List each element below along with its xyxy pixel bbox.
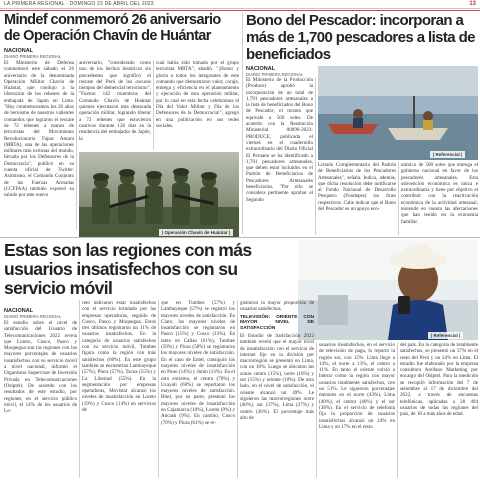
article2-photo <box>318 66 478 160</box>
soldiers-image-icon <box>79 152 239 237</box>
article1-title: Mindef conmemoró 26 aniversario de Operación Chavín de Huántar <box>4 12 221 44</box>
article1-col1: El Ministerio de Defensa conmemoró este sábado el 26 aniversario de la denominada Operación Militar Chavín de Huántar, que condujo a la liberación de los rehenes de la embajada de Japón en Lima. "Hoy conmemoramos los 26 años de heroísmo de nuestros valientes comandos que lograron el rescate de 72 rehenes a manos de terroristas del Movimiento Revolucionario Túpac Amaru (MRTA), una de las operaciones militares más exitosas del mundo, llevada por los Defensores de la Democracia", publicó en su cuenta oficial de Twitter. Asimismo, el Comando Conjunto de las Fuerzas Armadas (CCFFAA) también expresó su saludo por este nuevo <box>4 60 74 199</box>
article2-col1: El Ministerio de la Producción (Produce) aprobó la incorporación de un total de 1,791 pescadores artesanales a la lista de beneficiados del Bono de Pescador, el mismo que equivale a 500 soles. De acuerdo con la Resolución Ministerial 00096-2023-PRODUCE, publicada el viernes en el cuadernillo extraordinario del Diario Oficial El Peruano se ha identificado a 1,791 pescadores artesanales, que deben estar incluidos en el Padrón de Beneficiarios de Pescadores Artesanales beneficiarios. "Por ello se considera pertinente aprobar el Segundo <box>246 77 313 203</box>
article3-photo-caption: | Referencial | <box>428 332 463 339</box>
article1-col2: aniversario, "considerado como uno de los hechos históricos sin precedentes que significó el rescate del Perú de los oscuros tiempos del demencial terrorismo". "Fueron 142 miembros del Comando Chavín de Huántar quienes ejecutaron esta destacada operación militar, logrando liberar a 72 rehenes que estuvieron cautivos durante 126 días en la residencia del embajador de Japón, la <box>79 60 151 142</box>
header-rule <box>0 10 480 11</box>
article3-col3: que en Tumbes (57%) y Lambayeque (57%) se registró los mayores niveles de satisfacción. En Claro, los mayores niveles de insatisfacción se registraron en Pasco (15%) y Cusco (13%). En tanto en Callao (61%), Tumbes (59%) y Piura (58%) se registraron los mayores niveles de satisfacción. En el caso de Entel, consiguió los mayores niveles de insatisfacción en Puno (14%) y Junín (13%). En el otro extremo, el centro (70%) y Ucayali (68%) se reportaron los mayores niveles de satisfacción. Bitel, por su parte, presentó los mayores niveles de insatisfacción en Cajamarca (10%), Loreto (9%) y Ancash (9%). En cambio, Cusco (70%) y Piura (61%) se re- <box>161 300 235 426</box>
article3-source: DIARIO PRIMERA REGIONAL <box>4 314 62 319</box>
article2-source: DIARIO PRIMERA REGIONAL <box>246 72 304 77</box>
article3-col4: gistraron la mayor proporción de usuarios satisfechos. TELEVISIÓN: ORIENTE CON MAYOR NIVEL DE SATISFACCIÓN El Estudio de Satisfacción 2022 también reveló que el mayor nivel de insatisfacción con el servicio de internet fijo en la división por macrorregión se presentó en Lima, con un 18%. Luego se ubicaron las zonas centro (15%), norte (16%) y sur (15%) y oriente (10%). De otro lado, en el nivel de satisfacción, el oriente alcanzó un 49%. Le siguieron las macrorregiones norte (40%), sur (37%), Lima (37%) y centro (36%). El porcentaje más alto de <box>240 300 314 421</box>
article1-section: NACIONAL <box>4 48 34 54</box>
woman-phone-image-icon <box>298 240 478 340</box>
fishermen-image-icon <box>318 66 478 160</box>
article3-col1: El estudio sobre el nivel de satisfacción del Usuario de Telecomunicaciones 2022 revela que Loreto, Cusco, Pasco y Moquegua son las regiones con los mayores porcentajes de usuarios insatisfechos con su servicio móvil a nivel nacional, informó el Organismo Supervisor de Inversión Privada en Telecomunicaciones (Osiptel). De acuerdo con los resultados de este estudio, por regiones, en el servicio público móvil, el 14% de los usuarios de Lo- <box>4 320 77 415</box>
page-header <box>0 0 480 9</box>
article3-section: NACIONAL <box>4 308 34 314</box>
article3-subheading: TELEVISIÓN: ORIENTE CON MAYOR NIVEL DE SATISFACCIÓN <box>240 314 314 332</box>
article2-col2: Listado Complementario del Padrón de Beneficiarios de los Pescadores Artesanales", señala. Indica, además, que dicha resolución debe notificarse al Fondo Nacional de Desarrollo Pesquero (Fondepes) los fines respectivos. Cabe indicar que el Bono del Pescador es un apoyo eco- <box>318 162 396 213</box>
article3-col6: del país. En la categoría de totalmente satisfechos, se presentó un 37% en el resto del Perú y un 24% en Lima. El estudio fue elaborado por la empresa consultora Arellano Marketing por encargo del Osiptel. Para la medición se recopiló información del 7 de setiembre al 17 de diciembre del 2022, a través de encuestas telefónicas, aplicadas a 28 494 usuarios de todas las regiones del país, de 18 a más años de edad. <box>400 342 478 418</box>
page-number: 13 <box>469 1 476 7</box>
article2-photo-caption: | Referencial | <box>430 151 465 158</box>
article1-photo <box>79 152 239 237</box>
article2-section: NACIONAL <box>246 66 276 72</box>
article2-title: Bono del Pescador: incorporan a más de 1,700 pescadores a lista de beneficiados <box>246 12 475 63</box>
article3-photo <box>298 240 478 340</box>
article2-byline <box>246 66 303 77</box>
article1-col3: cual había sido tomada por el grupo terrorista MRTA", añadió. "¡Honor y gloria a todos los integrantes de este comando que demostraron valor, coraje, entrega y eficiencia en el planeamiento y ejecución de esta operación militar, por lo cual en esta fecha celebramos el Día del Valor Militar y Día de los Defensores de la Democracia!", agregó en una publicación en sus redes sociales. <box>156 60 239 129</box>
article3-col5: usuarios insatisfechos, en el servicio de televisión de paga, lo reportó la región sur, con 15%. Lima llegó a 14%, el norte a 13%, el centro a 11%. En tanto el oriente volvió a liderar como la región con mayor usuarios totalmente satisfechos, con un 51%. Le siguieron porcentajes menores en el norte (43%), Lima (40%), el centro (40%) y el sur (38%). En el servicio de telefonía fija la proporción de usuarios insatisfechos alcanzó un 24% en Lima y un 17% en el resto <box>319 342 395 430</box>
article3-col2: reto indicaron estar insatisfechos con el servicio brindado por las empresas operadoras, seguido de Cusco, Pasco y Moquegua. Estos tres últimos registraron un 11% de usuarios insatisfechos. En la categoría de usuarios satisfechos con su servicio móvil, Tumbes figura como la región con más satisfechos (60%). En este grupo también se encuentran Lambayeque (57%), Piura (57%), Tacna (55%) y La Libertad (55%). En la segmentación por empresas operadoras, Movistar alcanzó los niveles de insatisfacción en Loreto (19%) y Cusco (14%) en servicios de <box>82 300 156 414</box>
newspaper-name: LA PRIMERA REGIONAL · DOMINGO 23 DE ABRIL DEL 2023 <box>4 1 154 7</box>
article1-source: DIARIO PRIMERA REGIONAL <box>4 54 62 59</box>
article1-byline <box>4 48 61 59</box>
article2-col3: nómico de 500 soles que entrega el gobierno nacional en favor de los pescadores artesanales. Esta subvención económica es única e extraordinaria y tiene por objetivo el contribuir con la reactivación económica de la actividad artesanal, teniendo en cuenta las afectaciones que han tenido en la economía familiar. <box>401 162 478 225</box>
article3-byline <box>4 308 61 319</box>
article1-photo-caption: | Operación Chavín de Huántar | <box>159 229 233 236</box>
article3-title: Estas son las regiones con más usuarios insatisfechos con su servicio móvil <box>4 240 252 298</box>
